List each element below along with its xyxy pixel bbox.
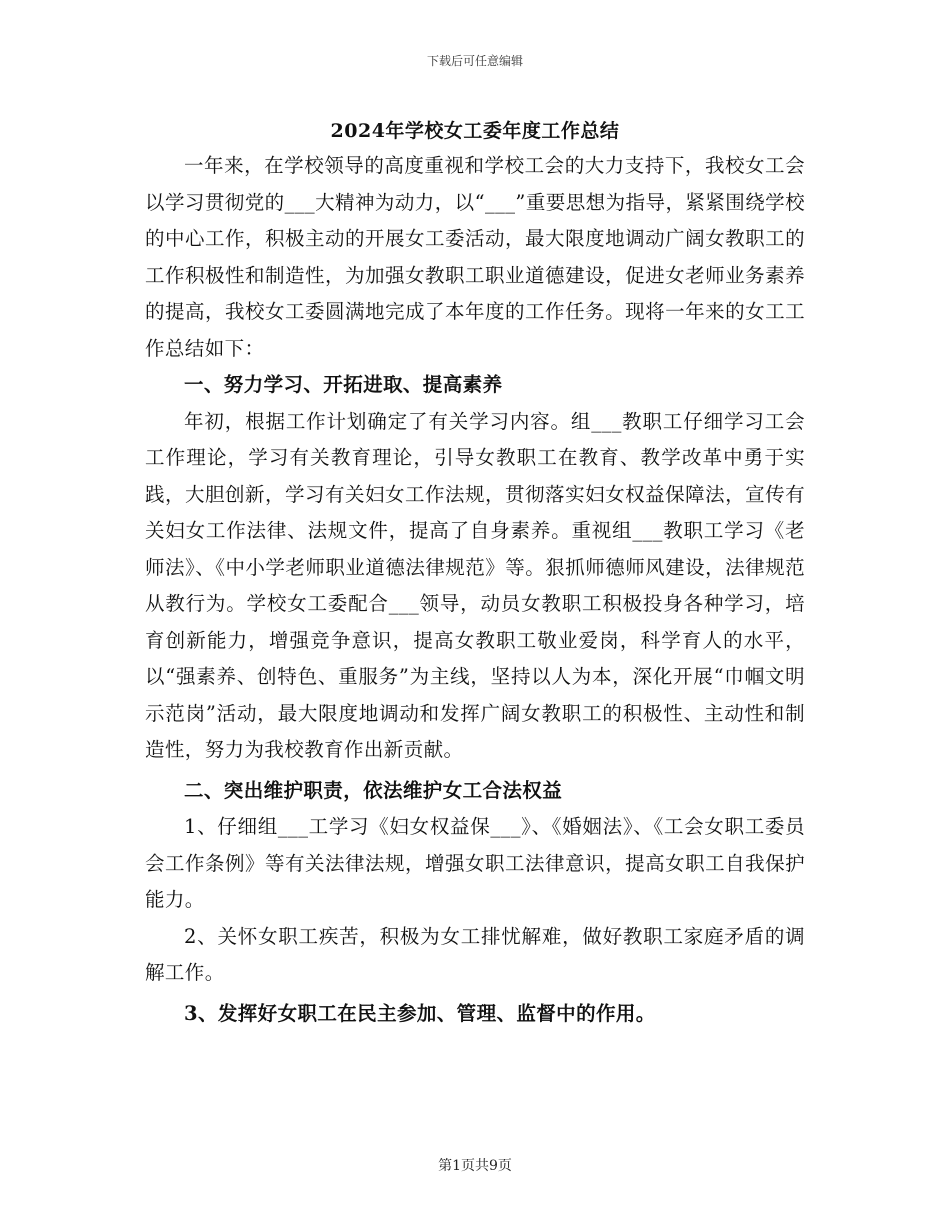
section1-heading: 一、努力学习、开拓进取、提高素养 — [184, 373, 503, 396]
section2-item-1: 1、仔细组___工学习《妇女权益保___》、《婚姻法》、《工会女职工委员会工作条例》等有关法律法规，增强女职工法律意识，提高女职工自我保护能力。 — [145, 815, 805, 911]
page-footer: 第1页共9页 — [438, 1158, 512, 1174]
document-body — [145, 148, 805, 1032]
section2-item-3-heading: 3、发挥好女职工在民主参加、管理、监督中的作用。 — [184, 1001, 656, 1025]
section1-paragraph: 年初，根据工作计划确定了有关学习内容。组___教职工仔细学习工会工作理论，学习有关教育理论，引导女教职工在教育、教学改革中勇于实践，大胆创新，学习有关妇女工作法规，贯彻落实妇女权益保障法，宣传有关妇女工作法律、法规文件，提高了自身素养。重视组___教职工学习《老师法》、《中小学老师职业道德法律规范》等。狠抓师德师风建设，法律规范从教行为。学校女工委配合___领导，动员女教职工积极投身各种学习，培育创新能力，增强竞争意识，提高女教职工敬业爱岗，科学育人的水平，以“强素养、创特色、重服务”为主线，坚持以人为本，深化开展“巾帼文明示范岗”活动，最大限度地调动和发挥广阔女教职工的积极性、主动性和制造性，努力为我校教育作出新贡献。 — [145, 409, 805, 761]
page-header-note: 下载后可任意编辑 — [426, 54, 523, 68]
section2-item-2: 2、关怀女职工疾苦，积极为女工排忧解难，做好教职工家庭矛盾的调解工作。 — [145, 924, 805, 984]
section2-heading: 二、突出维护职责，依法维护女工合法权益 — [184, 778, 563, 802]
intro-paragraph: 一年来，在学校领导的高度重视和学校工会的大力支持下，我校女工会以学习贯彻党的___大精神为动力，以“___”重要思想为指导，紧紧围绕学校的中心工作，积极主动的开展女工委活动，最大限度地调动广阔女教职工的工作积极性和制造性，为加强女教职工职业道德建设，促进女老师业务素养的提高，我校女工委圆满地完成了本年度的工作任务。现将一年来的女工工作总结如下： — [145, 154, 805, 360]
document-title: 2024年学校女工委年度工作总结 — [330, 120, 620, 142]
